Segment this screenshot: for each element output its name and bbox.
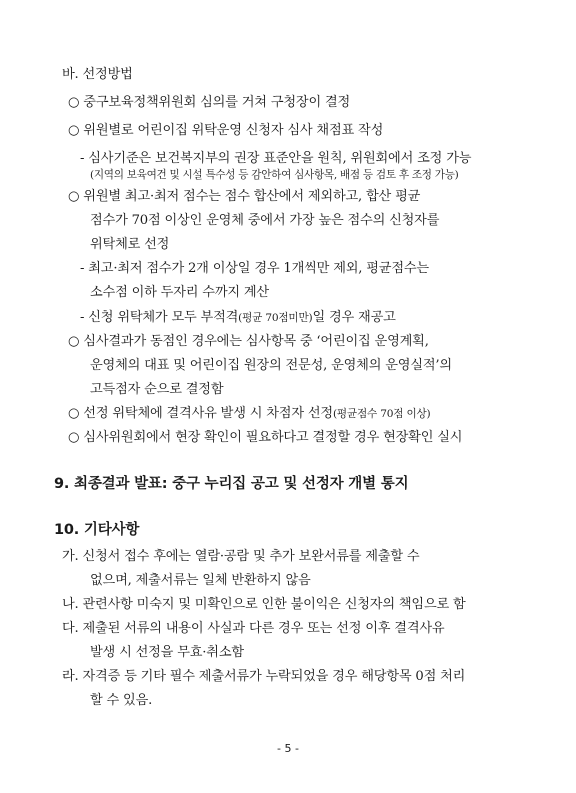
- list-item: ○ 중구보육정책위원회 심의를 거쳐 구청장이 결정: [68, 95, 351, 110]
- sub-item-continued: 소수점 이하 두자리 수까지 계산: [90, 285, 269, 300]
- list-item: ○ 심사결과가 동점인 경우에는 심사항목 중 ‘어린이집 운영계획,: [68, 334, 429, 349]
- page-number: - 5 -: [277, 742, 299, 755]
- list-item: 나. 관련사항 미숙지 및 미확인으로 인한 불이익은 신청자의 책임으로 함: [62, 597, 466, 612]
- sub-item-note: (평균 70점미만): [238, 312, 313, 324]
- list-item: ○ 심사위원회에서 현장 확인이 필요하다고 결정할 경우 현장확인 실시: [68, 430, 463, 445]
- list-item: 가. 신청서 접수 후에는 열람·공람 및 추가 보완서류를 제출할 수: [62, 549, 420, 564]
- list-item-continued: 운영체의 대표 및 어린이집 원장의 전문성, 운영체의 운영실적’의: [90, 358, 452, 373]
- sub-item-text: 일 경우 재공고: [312, 310, 396, 325]
- list-item-continued: 점수가 70점 이상인 운영체 중에서 가장 높은 점수의 신청자를: [90, 213, 440, 228]
- list-item: [68, 405, 430, 423]
- list-item: ○ 위원별로 어린이집 위탁운영 신청자 심사 채점표 작성: [68, 123, 384, 138]
- section-title-ba: 바. 선정방법: [62, 67, 133, 82]
- list-item-note: (평균점수 70점 이상): [332, 408, 431, 420]
- sub-item: [80, 309, 396, 327]
- section-title-9: 9. 최종결과 발표: 중구 누리집 공고 및 선정자 개별 통지: [54, 476, 409, 492]
- sub-item-note: (지역의 보육여건 및 시설 특수성 등 감안하여 심사항목, 배점 등 검토 후 조정 가능): [90, 169, 459, 181]
- list-item: 라. 자격증 등 기타 필수 제출서류가 누락되었을 경우 해당항목 0점 처리: [62, 669, 466, 684]
- list-item: 다. 제출된 서류의 내용이 사실과 다른 경우 또는 선정 이후 결격사유: [62, 621, 445, 636]
- list-item-continued: 고득점자 순으로 결정함: [90, 382, 224, 397]
- sub-item-text: - 신청 위탁체가 모두 부적격: [80, 310, 239, 325]
- list-item-continued: 위탁체로 선정: [90, 237, 170, 252]
- list-item-continued: 할 수 있음.: [90, 693, 153, 708]
- section-title-10: 10. 기타사항: [54, 522, 140, 538]
- list-item: ○ 위원별 최고·최저 점수는 점수 합산에서 제외하고, 합산 평균: [68, 189, 421, 204]
- list-item-continued: 발생 시 선정을 무효·취소함: [90, 645, 244, 660]
- sub-item: - 최고·최저 점수가 2개 이상일 경우 1개씩만 제외, 평균점수는: [80, 261, 429, 276]
- list-item-continued: 없으며, 제출서류는 일체 반환하지 않음: [90, 573, 311, 588]
- sub-item: - 심사기준은 보건복지부의 권장 표준안을 원칙, 위원회에서 조정 가능: [80, 151, 472, 166]
- list-item-text: ○ 선정 위탁체에 결격사유 발생 시 차점자 선정: [68, 406, 333, 421]
